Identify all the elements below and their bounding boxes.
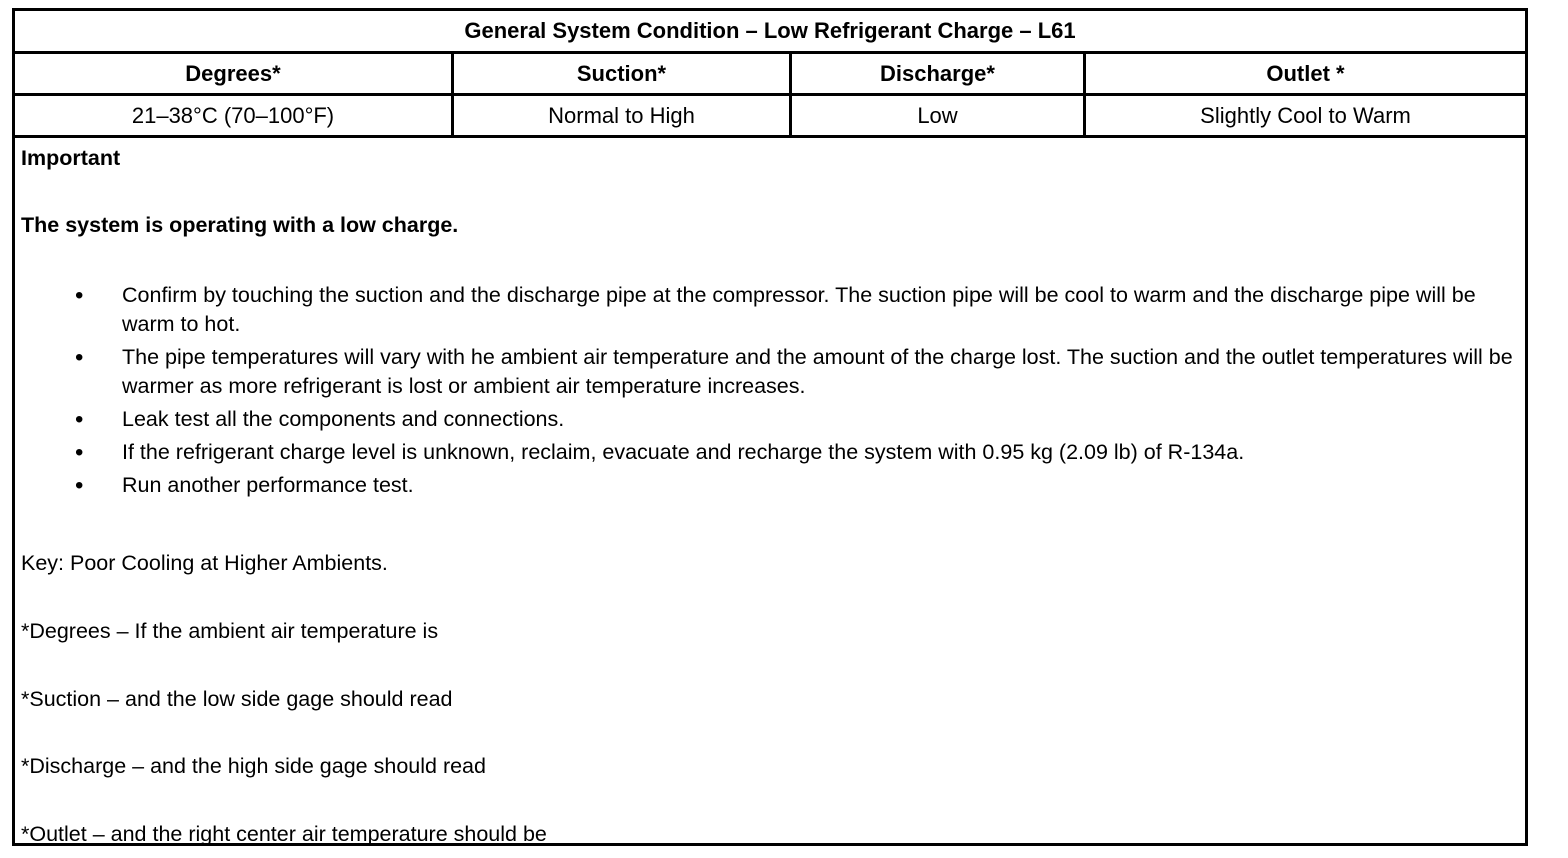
- list-item: [21, 471, 1517, 500]
- value-suction: Normal to High: [454, 96, 792, 135]
- bullet-icon: •: [75, 472, 84, 499]
- list-item: [21, 281, 1517, 339]
- note-outlet: *Outlet – and the right center air temperature should be: [21, 822, 547, 846]
- list-item: [21, 343, 1517, 401]
- value-outlet: Slightly Cool to Warm: [1200, 102, 1411, 128]
- list-item: [21, 405, 1517, 434]
- value-discharge: Low: [792, 96, 1086, 135]
- note-suction: *Suction – and the low side gage should read: [21, 687, 453, 711]
- value-degrees: 21–38°C (70–100°F): [15, 96, 454, 135]
- values-row: [15, 96, 1525, 138]
- list-item-text: Confirm by touching the suction and the discharge pipe at the compressor. The suction pipe will be cool to warm and the discharge pipe will be warm to hot.: [122, 283, 1476, 336]
- note-discharge: *Discharge – and the high side gage should read: [21, 754, 486, 778]
- key-text: Key: Poor Cooling at Higher Ambients.: [21, 551, 388, 575]
- bullet-icon: •: [75, 439, 84, 466]
- list-item: [21, 438, 1517, 467]
- bullet-icon: •: [75, 282, 84, 309]
- table-title: General System Condition – Low Refrigerant Charge – L61: [15, 11, 1525, 54]
- bullet-icon: •: [75, 406, 84, 433]
- header-degrees: Degrees*: [15, 54, 454, 93]
- header-discharge: Discharge*: [792, 54, 1086, 93]
- header-row: [15, 54, 1525, 96]
- action-list: [21, 281, 1517, 504]
- note-degrees: *Degrees – If the ambient air temperature is: [21, 619, 439, 643]
- list-item-text: Run another performance test.: [122, 473, 414, 497]
- list-item-text: The pipe temperatures will vary with he ambient air temperature and the amount of the charge lost. The suction and the outlet temperatures will be warmer as more refrigerant is lost or ambient air temperature increases.: [122, 345, 1513, 398]
- header-outlet: Outlet *: [1266, 60, 1345, 86]
- condition-table: [12, 8, 1528, 846]
- summary-text: The system is operating with a low charge.: [21, 213, 459, 237]
- header-suction: Suction*: [454, 54, 792, 93]
- bullet-icon: •: [75, 344, 84, 371]
- list-item-text: If the refrigerant charge level is unknown, reclaim, evacuate and recharge the system with 0.95 kg (2.09 lb) of R-134a.: [122, 440, 1245, 464]
- important-label: Important: [21, 146, 121, 170]
- list-item-text: Leak test all the components and connections.: [122, 407, 565, 431]
